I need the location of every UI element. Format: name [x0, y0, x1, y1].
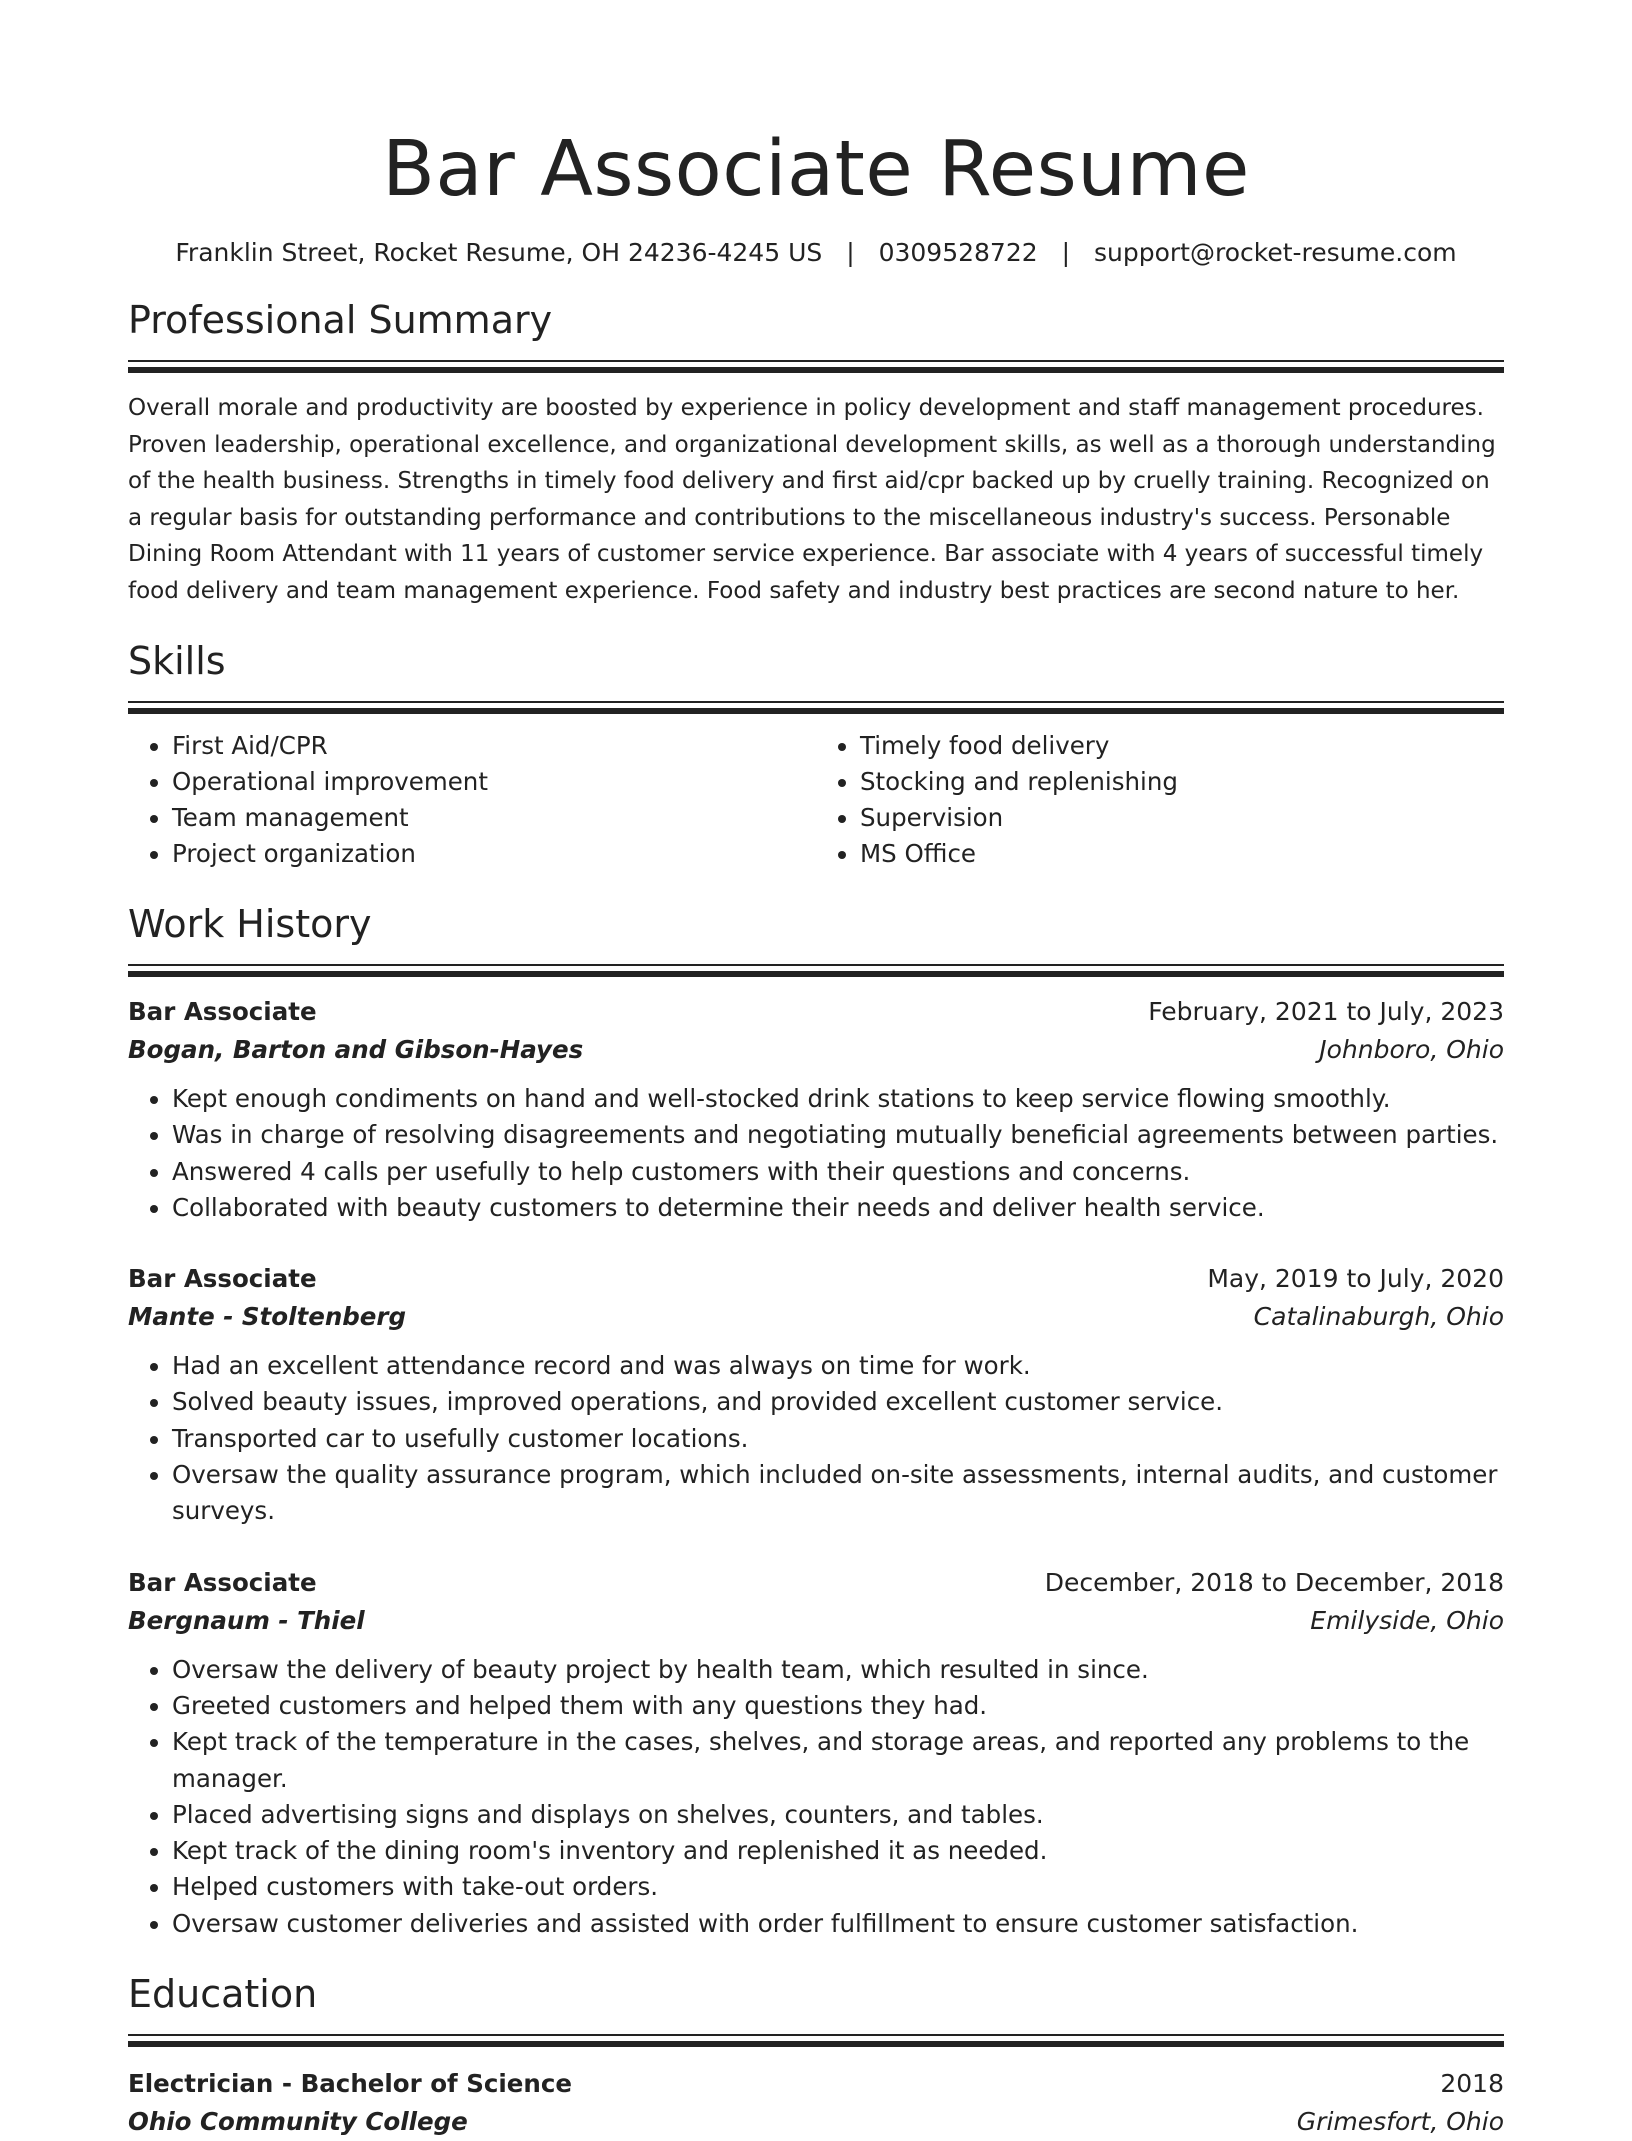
job-entry	[128, 993, 1504, 1226]
job-header-row	[128, 1564, 1504, 1602]
skill-item: • Operational improvement	[172, 764, 816, 800]
job-bullet: • Oversaw the quality assurance program, which included on-site assessments, internal audits, and customer surveys.	[172, 1457, 1504, 1530]
contact-line	[128, 236, 1504, 270]
education-header-row	[128, 2065, 1504, 2103]
skill-item: • Timely food delivery	[860, 728, 1504, 764]
section-divider	[128, 360, 1504, 373]
section-divider	[128, 701, 1504, 714]
section-heading: Work History	[128, 902, 372, 946]
education-degree: Electrician - Bachelor of Science	[128, 2069, 573, 2099]
job-dates: December, 2018 to December, 2018	[1044, 1567, 1504, 1597]
job-bullet: • Had an excellent attendance record and was always on time for work.	[172, 1348, 1504, 1384]
education-school: Ohio Community College	[128, 2107, 468, 2137]
contact-phone: 0309528722	[878, 238, 1038, 267]
job-bullet: • Kept track of the temperature in the cases, shelves, and storage areas, and reported any problems to the manager.	[172, 1724, 1504, 1797]
skill-item: • First Aid/CPR	[172, 728, 816, 764]
job-entry	[128, 1564, 1504, 1942]
job-bullet: • Was in charge of resolving disagreements and negotiating mutually beneficial agreements between parties.	[172, 1117, 1504, 1153]
section-heading: Education	[128, 1972, 318, 2017]
job-header-row	[128, 993, 1504, 1031]
job-location: Johnboro, Ohio	[1319, 1035, 1504, 1064]
education-section	[128, 1970, 1504, 2141]
job-location: Emilyside, Ohio	[1310, 1605, 1504, 1635]
job-location: Catalinaburgh, Ohio	[1253, 1302, 1504, 1332]
job-entry	[128, 1260, 1504, 1529]
job-dates: February, 2021 to July, 2023	[1148, 997, 1504, 1026]
resume-title: Bar Associate Resume	[382, 125, 1250, 214]
job-bullet: • Collaborated with beauty customers to determine their needs and deliver health service.	[172, 1190, 1504, 1226]
section-heading: Professional Summary	[128, 298, 553, 342]
job-bullets	[128, 1652, 1504, 1942]
job-bullet: • Helped customers with take-out orders.	[172, 1869, 1504, 1905]
job-title: Bar Associate	[128, 997, 317, 1026]
job-bullet: • Solved beauty issues, improved operations, and provided excellent customer service.	[172, 1384, 1504, 1420]
work-history-section	[128, 900, 1504, 1942]
education-location: Grimesfort, Ohio	[1296, 2107, 1504, 2137]
contact-separator: |	[1061, 238, 1071, 267]
job-company: Mante - Stoltenberg	[128, 1302, 407, 1332]
skill-item: • Stocking and replenishing	[860, 764, 1504, 800]
skill-item: • Supervision	[860, 800, 1504, 836]
job-company-row	[128, 1031, 1504, 1069]
skills-column-right	[816, 728, 1504, 872]
summary-text: Overall morale and productivity are boosted by experience in policy development and staff management procedures. Proven leadership, operational excellence, and organizational development skills, as well as a thorough understanding of the health business. Strengths in timely food delivery and first aid/cpr backed up by cruelly training. Recognized on a regular basis for outstanding performance and contributions to the miscellaneous industry's success. Personable Dining Room Attendant with 11 years of customer service experience. Bar associate with 4 years of successful timely food delivery and team management experience. Food safety and industry best practices are second nature to her.	[128, 395, 1496, 604]
job-bullet: • Kept track of the dining room's inventory and replenished it as needed.	[172, 1833, 1504, 1869]
job-bullets	[128, 1081, 1504, 1226]
contact-email: support@rocket-resume.com	[1094, 238, 1457, 267]
skills-list	[128, 728, 1504, 872]
job-bullet: • Oversaw customer deliveries and assisted with order fulfillment to ensure customer satisfaction.	[172, 1906, 1504, 1942]
job-dates: May, 2019 to July, 2020	[1207, 1264, 1504, 1294]
job-bullet: • Placed advertising signs and displays on shelves, counters, and tables.	[172, 1797, 1504, 1833]
job-bullet: • Transported car to usefully customer locations.	[172, 1421, 1504, 1457]
job-title: Bar Associate	[128, 1264, 317, 1294]
education-school-row	[128, 2103, 1504, 2141]
contact-separator: |	[846, 238, 855, 267]
skills-section	[128, 637, 1504, 872]
section-heading: Skills	[128, 639, 226, 683]
job-company: Bergnaum - Thiel	[128, 1605, 365, 1635]
skills-column-left	[128, 728, 816, 872]
education-entry	[128, 2065, 1504, 2141]
job-header-row	[128, 1260, 1504, 1298]
job-company-row	[128, 1602, 1504, 1640]
job-bullet: • Oversaw the delivery of beauty project by health team, which resulted in since.	[172, 1652, 1504, 1688]
section-divider	[128, 2034, 1504, 2047]
skill-item: • Team management	[172, 800, 816, 836]
job-company-row	[128, 1298, 1504, 1336]
job-bullets	[128, 1348, 1504, 1529]
education-year: 2018	[1440, 2069, 1504, 2099]
section-divider	[128, 964, 1504, 977]
job-bullet: • Greeted customers and helped them with any questions they had.	[172, 1688, 1504, 1724]
job-title: Bar Associate	[128, 1567, 317, 1597]
job-company: Bogan, Barton and Gibson-Hayes	[128, 1035, 584, 1064]
skill-item: • Project organization	[172, 836, 816, 872]
skill-item: • MS Office	[860, 836, 1504, 872]
professional-summary-section	[128, 296, 1504, 609]
job-bullet: • Kept enough condiments on hand and well-stocked drink stations to keep service flowing smoothly.	[172, 1081, 1504, 1117]
job-bullet: • Answered 4 calls per usefully to help customers with their questions and concerns.	[172, 1154, 1504, 1190]
contact-address: Franklin Street, Rocket Resume, OH 24236-4245 US	[175, 238, 823, 267]
